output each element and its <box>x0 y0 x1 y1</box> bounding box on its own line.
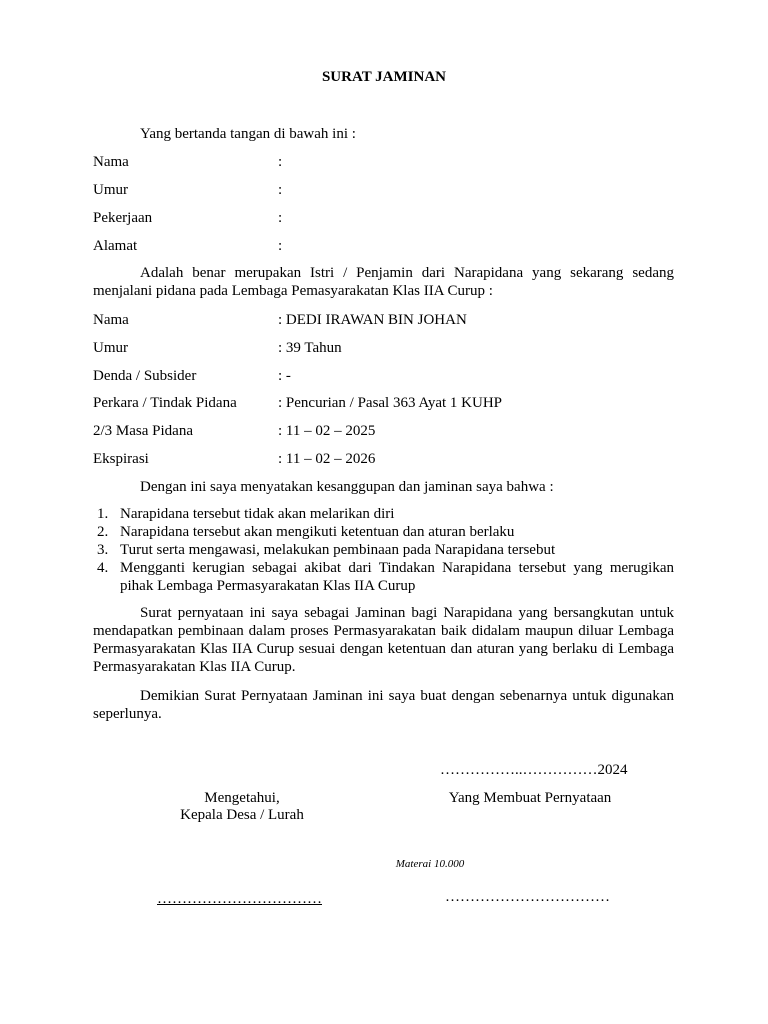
guarantor-job-value: : <box>278 210 283 226</box>
commitment-intro: Dengan ini saya menyatakan kesanggupan dan jaminan saya bahwa : <box>140 479 554 495</box>
inmate-age-label: Umur <box>93 340 128 356</box>
list-item: 1. Narapidana tersebut tidak akan melarikan diri <box>97 506 395 522</box>
inmate-name-value: : DEDI IRAWAN BIN JOHAN <box>278 312 467 328</box>
stamp-duty-note: Materai 10.000 <box>395 858 465 870</box>
intro-line: Yang bertanda tangan di bawah ini : <box>140 126 356 142</box>
commitment-list <box>93 505 674 595</box>
inmate-case-value: : Pencurian / Pasal 363 Ayat 1 KUHP <box>278 395 503 411</box>
declarant-signature-line: …………………………… <box>445 889 610 905</box>
closing-paragraph: Demikian Surat Pernyataan Jaminan ini saya buat dengan sebenarnya untuk digunakan seperlunya. <box>93 688 674 722</box>
inmate-name-label: Nama <box>93 312 129 328</box>
village-head-signature-line: …………………………… <box>157 891 322 907</box>
inmate-fine-label: Denda / Subsider <box>93 368 197 384</box>
date-line: ……………..……………2024 <box>440 762 628 778</box>
village-head-title: Kepala Desa / Lurah <box>180 807 304 823</box>
guarantor-name-value: : <box>278 154 283 170</box>
declaration-paragraph: Surat pernyataan ini saya sebagai Jaminan bagi Narapidana yang bersangkutan untuk mendapatkan pembinaan dalam proses Permasyarakatan baik didalam maupun diluar Lembaga Permasyarakatan Klas IIA Curup sesuai dengan ketentuan dan aturan yang berlaku di Lembaga Permasyarakatan Klas IIA Curup. <box>93 605 674 675</box>
guarantor-name-label: Nama <box>93 154 129 170</box>
statement-paragraph: Adalah benar merupakan Istri / Penjamin dari Narapidana yang sekarang sedang menjalani pidana pada Lembaga Pemasyarakatan Klas IIA Curup : <box>93 265 674 299</box>
acknowledged-label: Mengetahui, <box>204 790 280 806</box>
inmate-two-thirds-value: : 11 – 02 – 2025 <box>278 423 376 439</box>
inmate-two-thirds-label: 2/3 Masa Pidana <box>93 423 193 439</box>
guarantor-job-label: Pekerjaan <box>93 210 153 226</box>
declarant-title: Yang Membuat Pernyataan <box>448 790 612 806</box>
guarantor-age-label: Umur <box>93 182 128 198</box>
list-item: 4. Mengganti kerugian sebagai akibat dari Tindakan Narapidana tersebut yang merugikan pihak Lembaga Permasyarakatan Klas IIA Curup <box>97 560 674 594</box>
list-item: 3. Turut serta mengawasi, melakukan pembinaan pada Narapidana tersebut <box>97 542 556 558</box>
guarantor-age-value: : <box>278 182 283 198</box>
inmate-expiry-label: Ekspirasi <box>93 451 149 467</box>
guarantor-address-value: : <box>278 238 283 254</box>
guarantor-address-label: Alamat <box>93 238 138 254</box>
inmate-case-label: Perkara / Tindak Pidana <box>93 395 237 411</box>
document-title: SURAT JAMINAN <box>321 69 447 85</box>
inmate-age-value: : 39 Tahun <box>278 340 342 356</box>
inmate-fine-value: : - <box>278 368 291 384</box>
list-item: 2. Narapidana tersebut akan mengikuti ketentuan dan aturan berlaku <box>97 524 515 540</box>
inmate-expiry-value: : 11 – 02 – 2026 <box>278 451 376 467</box>
